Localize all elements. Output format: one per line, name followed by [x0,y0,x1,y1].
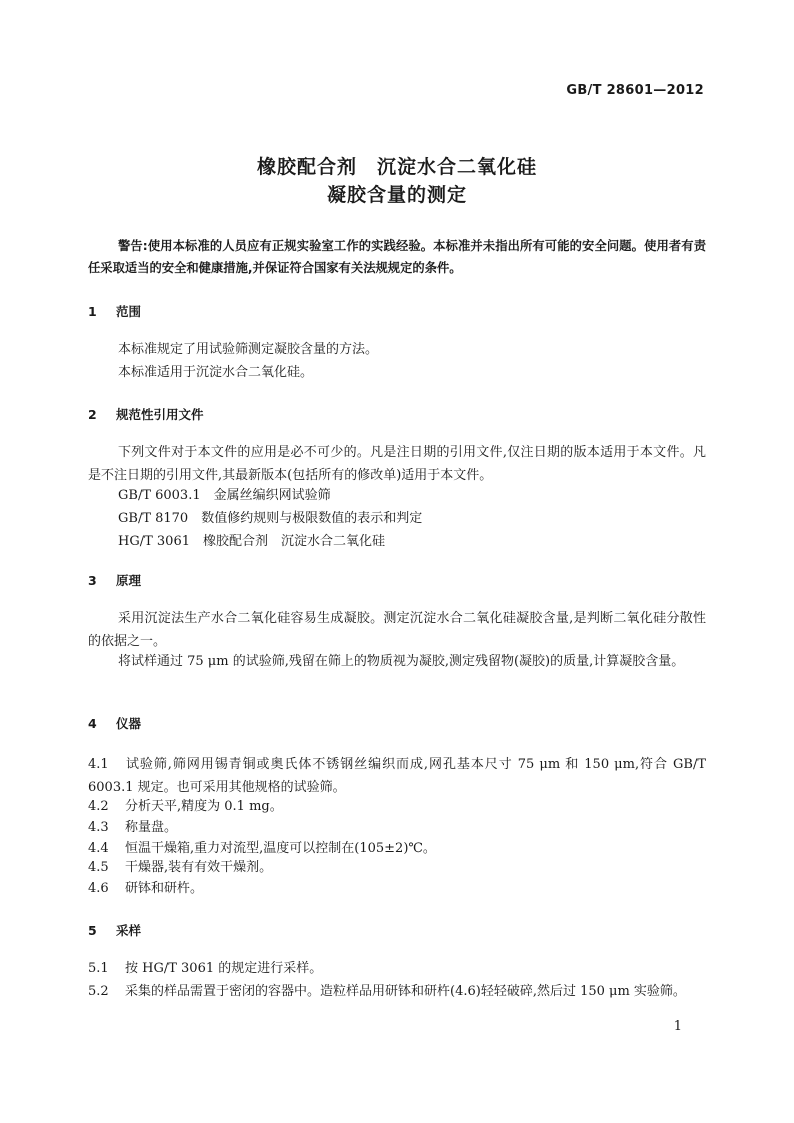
list-item [88,753,706,799]
list-item [88,980,706,1003]
section-title: 范围 [116,304,142,319]
item-text: 研钵和研杵。 [125,881,204,896]
item-number: 4.6 [88,881,109,896]
section-title: 规范性引用文件 [116,407,204,422]
section-1-paragraph-1: 本标准规定了用试验筛测定凝胶含量的方法。 [118,342,379,357]
item-number: 4.2 [88,799,109,814]
section-4-heading [88,714,141,732]
section-number: 4 [88,716,97,731]
item-number: 5.1 [88,961,109,976]
list-item [88,816,706,839]
list-item [88,795,706,818]
section-number: 2 [88,407,97,422]
item-number: 4.3 [88,820,109,835]
section-number: 3 [88,573,97,588]
list-item [88,856,706,879]
section-1-paragraph-2: 本标准适用于沉淀水合二氧化硅。 [118,365,314,380]
standard-code: GB/T 28601—2012 [566,83,704,98]
section-3-heading [88,571,141,589]
section-title: 原理 [116,573,142,588]
section-1-heading [88,302,141,320]
item-text: 干燥器,装有有效干燥剂。 [125,860,273,875]
item-number: 5.2 [88,984,109,999]
reference-item: GB/T 6003.1 金属丝编织网试验筛 [118,488,331,503]
list-item [88,877,706,900]
list-item [88,957,706,980]
reference-item: GB/T 8170 数值修约规则与极限数值的表示和判定 [118,511,423,526]
warning-paragraph: 警告:使用本标准的人员应有正规实验室工作的实践经验。本标准并未指出所有可能的安全问题。使用者有责任采取适当的安全和健康措施,并保证符合国家有关法规规定的条件。 [88,239,706,275]
item-text: 试验筛,筛网用锡青铜或奥氏体不锈钢丝编织而成,网孔基本尺寸 75 μm 和 150 μm,符合 GB/T 6003.1 规定。也可采用其他规格的试验筛。 [88,757,706,795]
item-text: 按 HG/T 3061 的规定进行采样。 [125,961,323,976]
item-text: 恒温干燥箱,重力对流型,温度可以控制在(105±2)℃。 [125,841,436,856]
section-number: 1 [88,304,97,319]
item-number: 4.5 [88,860,109,875]
page-number: 1 [673,1019,682,1034]
document-title-line-1: 橡胶配合剂 沉淀水合二氧化硅 [256,156,537,178]
reference-item: HG/T 3061 橡胶配合剂 沉淀水合二氧化硅 [118,534,385,549]
section-title: 仪器 [116,716,142,731]
item-number: 4.4 [88,841,109,856]
section-5-heading [88,921,141,939]
section-title: 采样 [116,923,142,938]
section-2-heading [88,405,204,423]
document-title-line-2: 凝胶含量的测定 [326,184,467,206]
section-number: 5 [88,923,97,938]
section-3-paragraph-2: 将试样通过 75 μm 的试验筛,残留在筛上的物质视为凝胶,测定残留物(凝胶)的质量,计算凝胶含量。 [118,654,685,669]
item-text: 称量盘。 [125,820,178,835]
section-2-paragraph-1: 下列文件对于本文件的应用是必不可少的。凡是注日期的引用文件,仅注日期的版本适用于本文件。凡是不注日期的引用文件,其最新版本(包括所有的修改单)适用于本文件。 [88,445,706,483]
section-3-paragraph-1: 采用沉淀法生产水合二氧化硅容易生成凝胶。测定沉淀水合二氧化硅凝胶含量,是判断二氧化硅分散性的依据之一。 [88,611,706,649]
item-text: 分析天平,精度为 0.1 mg。 [125,799,283,814]
item-number: 4.1 [88,757,109,772]
item-text: 采集的样品需置于密闭的容器中。造粒样品用研钵和研杵(4.6)轻轻破碎,然后过 150 μm 实验筛。 [125,984,686,999]
